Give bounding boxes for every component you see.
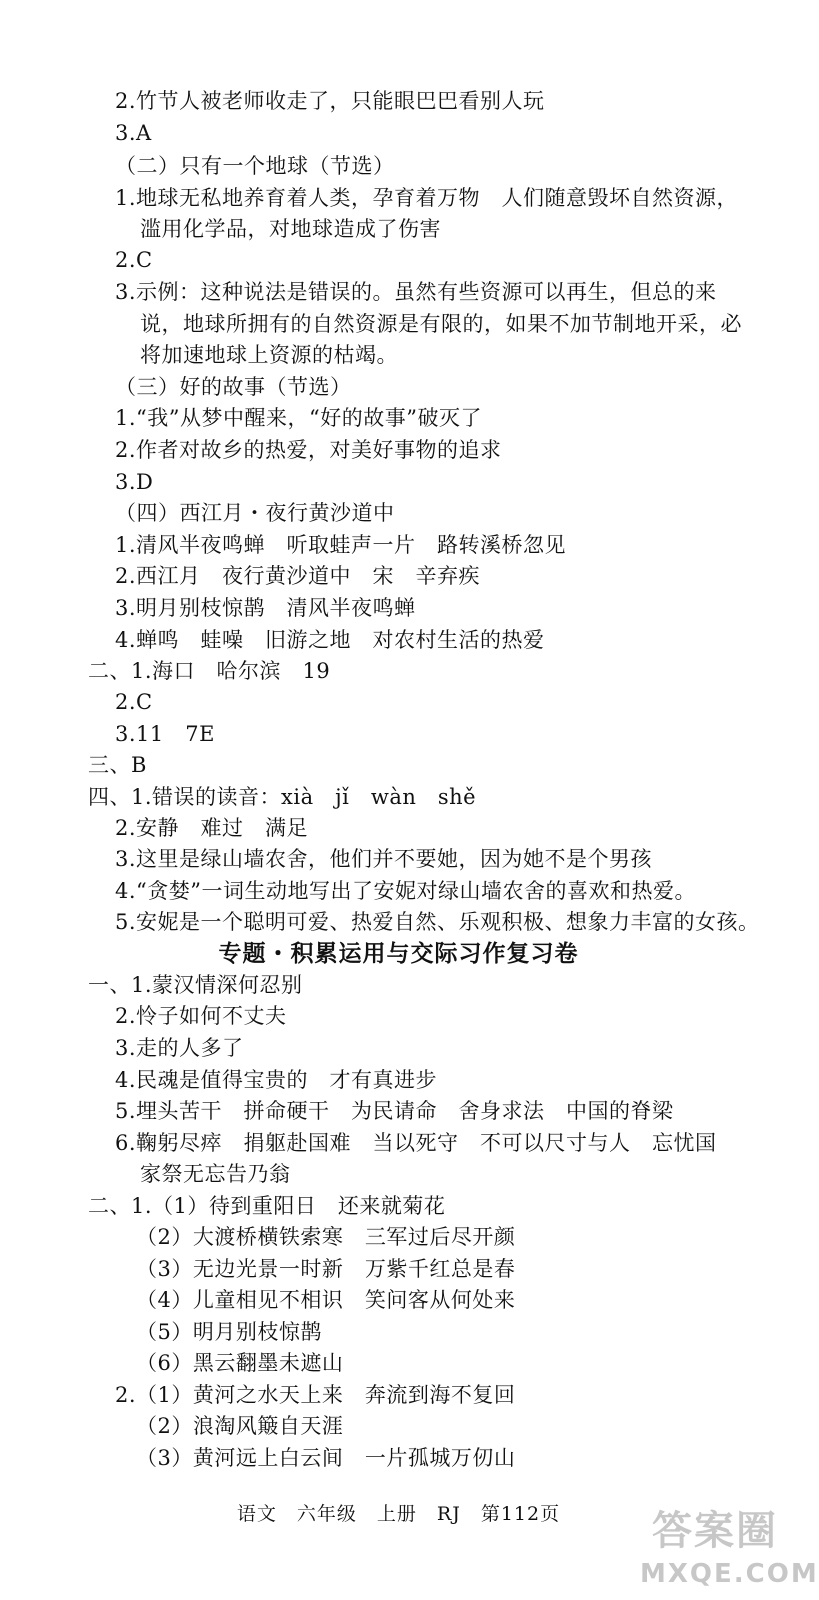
answer-line: 4.民魂是值得宝贵的 才有真进步 <box>115 1068 438 1092</box>
answer-line: 3.D <box>115 470 154 494</box>
answer-line: 6.鞠躬尽瘁 捐躯赴国难 当以死守 不可以尺寸与人 忘忧国 <box>115 1131 717 1155</box>
answer-line: 1.地球无私地养育着人类，孕育着万物 人们随意毁坏自然资源， <box>115 186 739 210</box>
answer-line: 5.埋头苦干 拼命硬干 为民请命 舍身求法 中国的脊梁 <box>115 1099 674 1123</box>
watermark-top-text: 答案圈 <box>652 1508 778 1554</box>
answer-line: 2.安静 难过 满足 <box>115 816 309 840</box>
answer-line: （6）黑云翻墨未遮山 <box>136 1351 344 1375</box>
answer-line: 滥用化学品，对地球造成了伤害 <box>140 217 441 241</box>
page-footer: 语文 六年级 上册 RJ 第112页 <box>236 1503 561 1525</box>
answer-line: 2.C <box>115 248 153 272</box>
watermark-logo <box>640 1497 819 1597</box>
answer-line: （二）只有一个地球（节选） <box>115 154 395 178</box>
answer-line: 1.“我”从梦中醒来，“好的故事”破灭了 <box>115 406 482 430</box>
answer-line: 4.蝉鸣 蛙噪 旧游之地 对农村生活的热爱 <box>115 628 545 652</box>
answer-line: （三）好的故事（节选） <box>115 375 352 399</box>
watermark-bottom-text: MXQE.COM <box>640 1559 819 1589</box>
answer-line: 3.A <box>115 121 152 145</box>
answer-line: 3.这里是绿山墙农舍，他们并不要她，因为她不是个男孩 <box>115 847 653 871</box>
answer-line: 三、B <box>88 753 147 777</box>
answer-line: 二、1.（1）待到重阳日 还来就菊花 <box>88 1194 446 1218</box>
answer-line: 2.（1）黄河之水天上来 奔流到海不复回 <box>115 1383 516 1407</box>
answer-line: 四、1.错误的读音：xià jǐ wàn shě <box>88 785 477 809</box>
answer-line: 3.明月别枝惊鹊 清风半夜鸣蝉 <box>115 596 416 620</box>
answer-line: 二、1.海口 哈尔滨 19 <box>88 659 331 683</box>
answer-line: 1.清风半夜鸣蝉 听取蛙声一片 路转溪桥忽见 <box>115 533 567 557</box>
answer-line: 说，地球所拥有的自然资源是有限的，如果不加节制地开采，必 <box>140 312 742 336</box>
answer-line: 4.“贪婪”一词生动地写出了安妮对绿山墙农舍的喜欢和热爱。 <box>115 879 697 903</box>
answer-line: （3）无边光景一时新 万紫千红总是春 <box>136 1257 516 1281</box>
answer-line: （3）黄河远上白云间 一片孤城万仞山 <box>136 1446 516 1470</box>
answer-line: （5）明月别枝惊鹊 <box>136 1320 322 1344</box>
answer-line: 2.作者对故乡的热爱，对美好事物的追求 <box>115 438 502 462</box>
answer-line: 3.示例：这种说法是错误的。虽然有些资源可以再生，但总的来 <box>115 280 717 304</box>
answer-line: 将加速地球上资源的枯竭。 <box>140 343 398 367</box>
section-heading: 专题・积累运用与交际习作复习卷 <box>218 941 579 967</box>
answer-line: （2）浪淘风簸自天涯 <box>136 1414 344 1438</box>
answer-line: （2）大渡桥横铁索寒 三军过后尽开颜 <box>136 1225 516 1249</box>
answer-line: 3.11 7E <box>115 722 215 746</box>
answer-line: 2.怜子如何不丈夫 <box>115 1004 287 1028</box>
answer-line: 2.竹节人被老师收走了，只能眼巴巴看别人玩 <box>115 89 545 113</box>
answer-line: （四）西江月・夜行黄沙道中 <box>115 501 395 525</box>
answer-line: 2.C <box>115 690 153 714</box>
answer-line: 2.西江月 夜行黄沙道中 宋 辛弃疾 <box>115 564 481 588</box>
answer-line: 家祭无忘告乃翁 <box>140 1162 291 1186</box>
answer-line: 一、1.蒙汉情深何忍别 <box>88 973 303 997</box>
answer-line: 3.走的人多了 <box>115 1036 244 1060</box>
answer-line: （4）儿童相见不相识 笑问客从何处来 <box>136 1288 516 1312</box>
answer-line: 5.安妮是一个聪明可爱、热爱自然、乐观积极、想象力丰富的女孩。 <box>115 910 760 934</box>
